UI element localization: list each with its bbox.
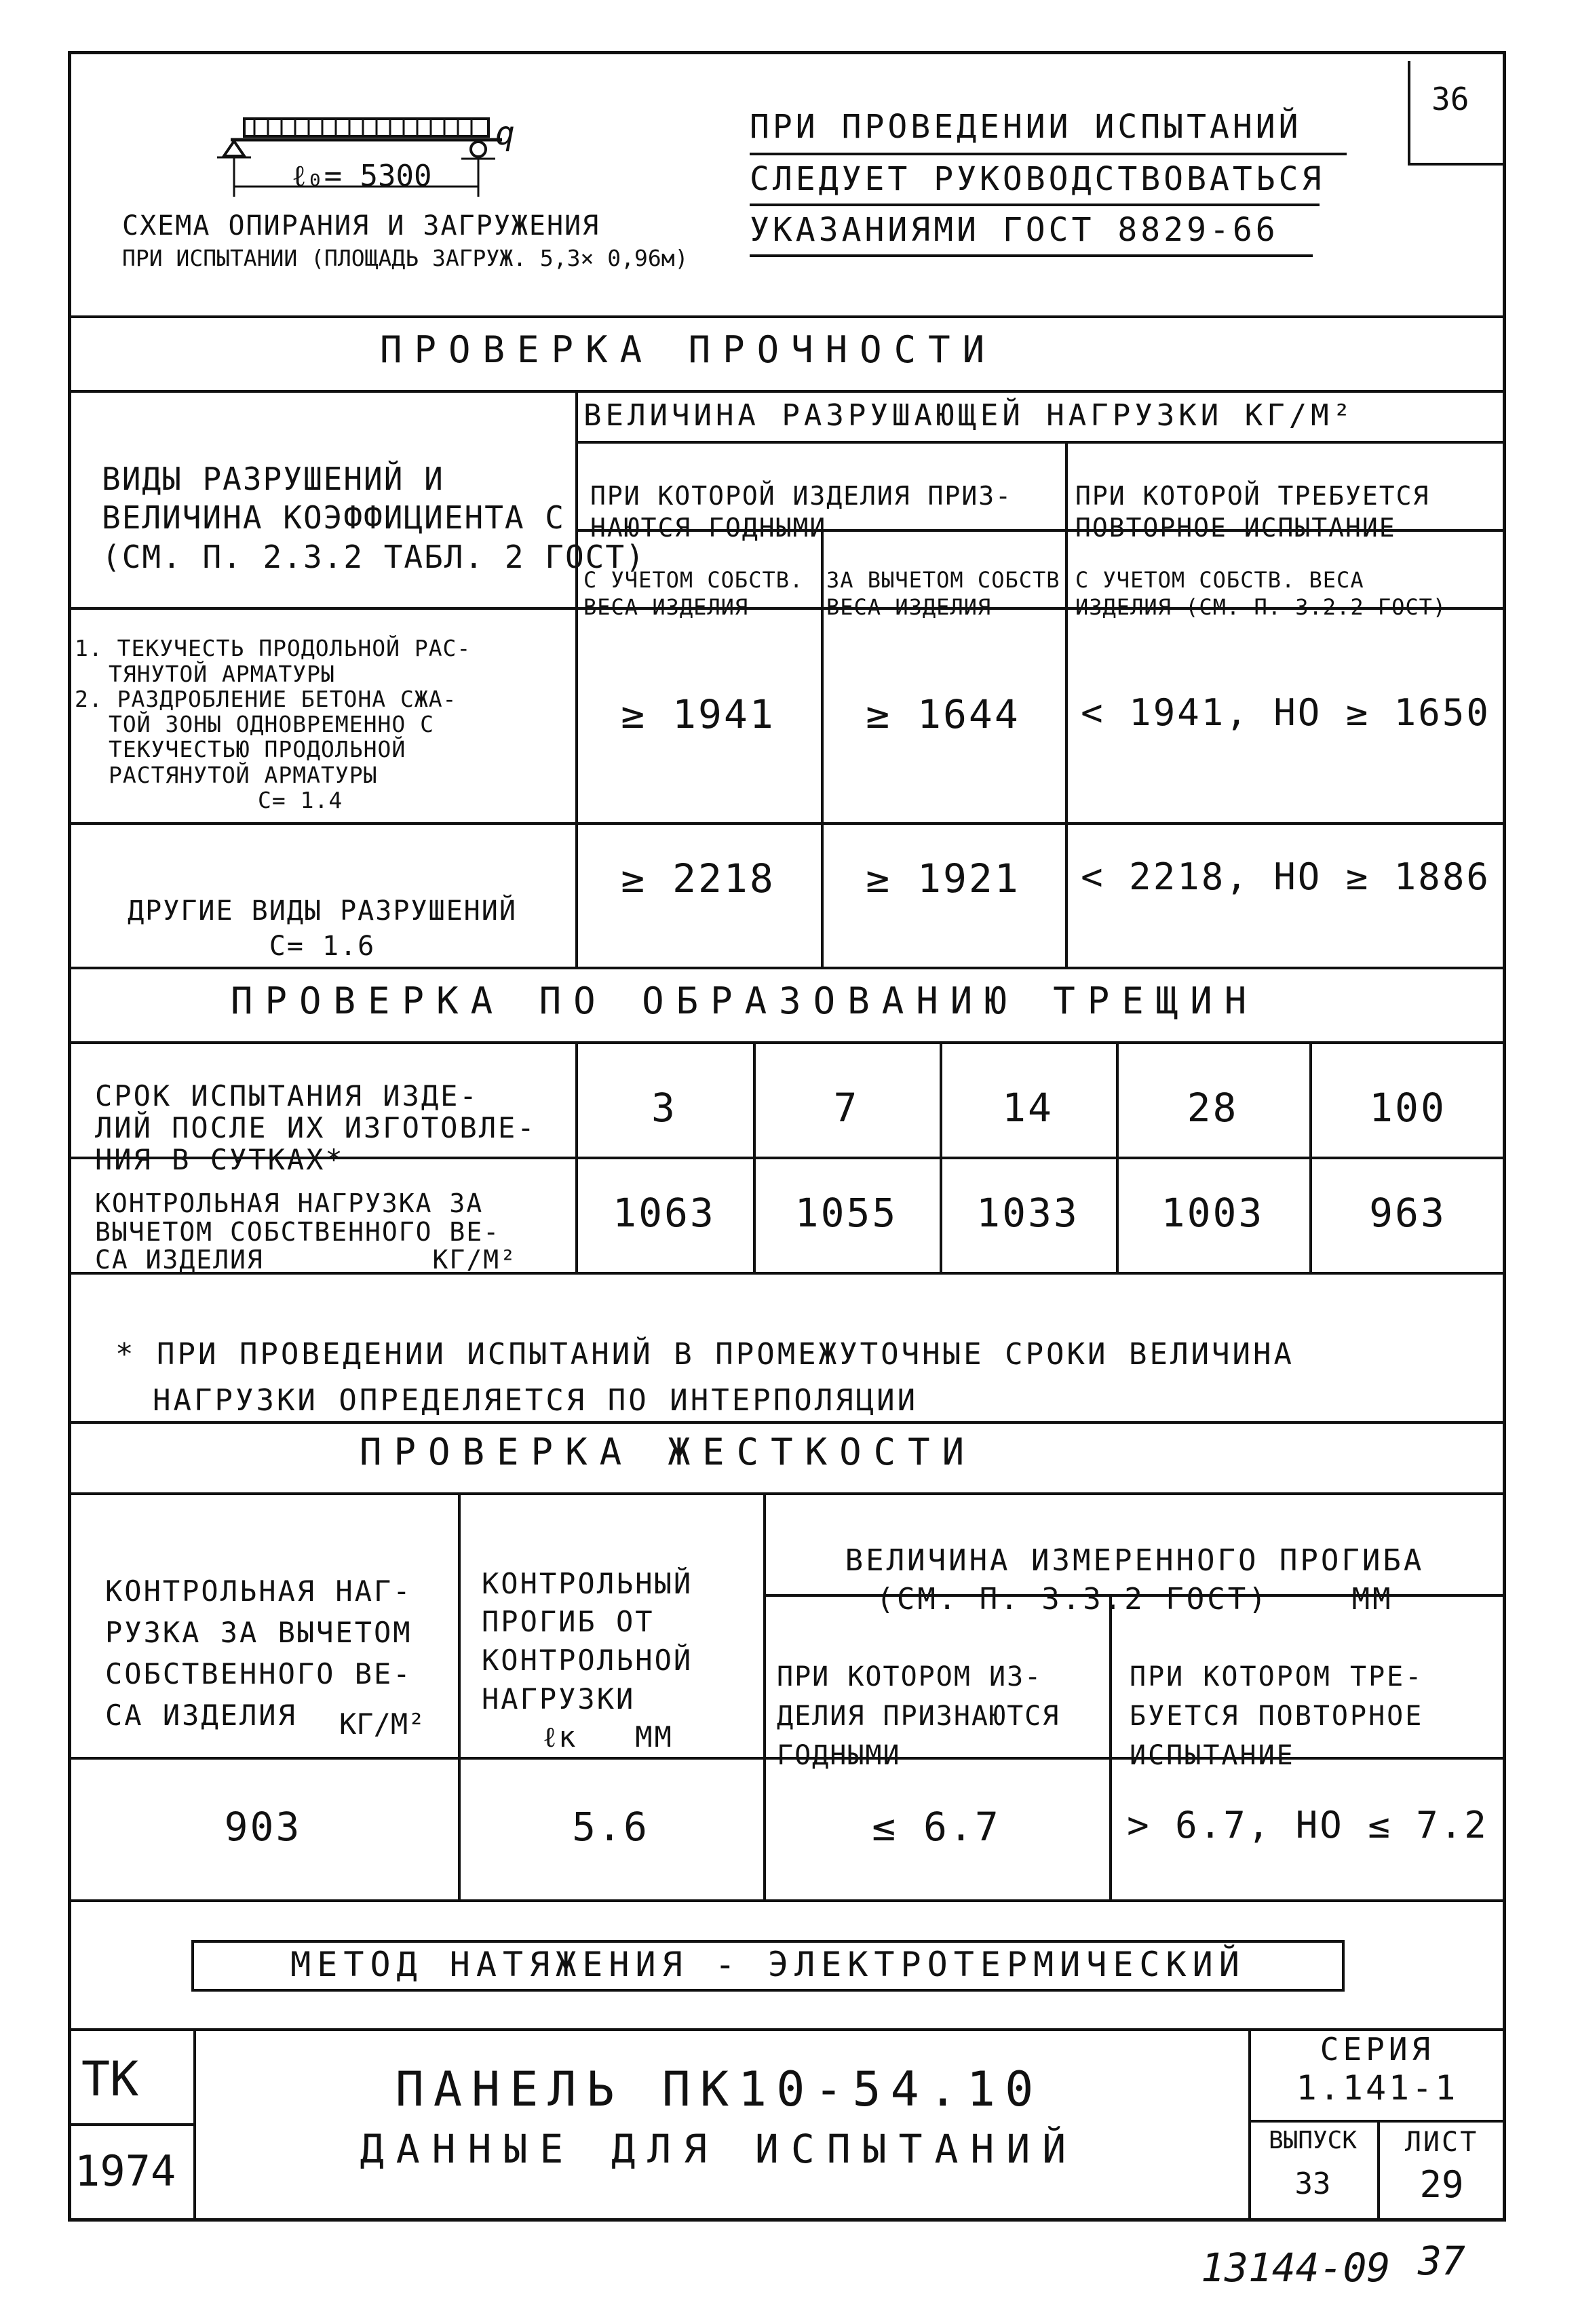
row2-value-retest: < 2218, НО ≥ 1886 — [1081, 855, 1490, 898]
load-cell: 1003 — [1161, 1190, 1265, 1236]
failure-label-line: C= 1.4 — [258, 786, 343, 813]
term-label-line: СРОК ИСПЫТАНИЯ ИЗДЕ- — [95, 1079, 479, 1113]
divider — [68, 2123, 193, 2126]
divider — [68, 1272, 1506, 1275]
measured-header-line-2: (СМ. П. 3.3.2 ГОСТ) ММ — [876, 1582, 1393, 1617]
load-label-line: СА ИЗДЕЛИЯ КГ/М² — [95, 1245, 517, 1275]
note-underline-1 — [750, 153, 1347, 155]
failure-label-line: РАСТЯНУТОЙ АРМАТУРЫ — [109, 761, 378, 788]
row1-value-with-weight: ≥ 1941 — [621, 691, 775, 737]
term-label-line: НИЯ В СУТКАХ* — [95, 1143, 345, 1177]
issue-label: ВЫПУСК — [1268, 2127, 1358, 2154]
divider — [763, 1594, 1506, 1597]
sub-header-1-line-2: ВЕСА ИЗДЕЛИЯ — [583, 594, 749, 620]
stiffness-col-retest — [1130, 1618, 1423, 1775]
col-retest-line: ПРИ КОТОРОМ ТРЕ- — [1130, 1661, 1424, 1692]
col-deflection-line: КОНТРОЛЬНОЙ — [482, 1644, 693, 1678]
col-accepted-line: ДЕЛИЯ ПРИЗНАЮТСЯ — [777, 1701, 1060, 1732]
col-line — [193, 2028, 196, 2222]
col-load-line: РУЗКА ЗА ВЫЧЕТОМ — [105, 1615, 412, 1649]
tension-method: МЕТОД НАТЯЖЕНИЯ - ЭЛЕКТРОТЕРМИЧЕСКИЙ — [290, 1945, 1246, 1984]
sheet-number: 29 — [1419, 2163, 1464, 2206]
failure-label-line: 1. ТЕКУЧЕСТЬ ПРОДОЛЬНОЙ РАС- — [75, 635, 472, 662]
group-retest-line-2: ПОВТОРНОЕ ИСПЫТАНИЕ — [1075, 513, 1396, 543]
failure-label-line: ДРУГИЕ ВИДЫ РАЗРУШЕНИЙ — [128, 895, 517, 927]
panel-name: ПАНЕЛЬ ПК10-54.10 — [395, 2061, 1043, 2117]
note-line-1: ПРИ ПРОВЕДЕНИИ ИСПЫТАНИЙ — [750, 108, 1302, 146]
divider — [68, 607, 1506, 610]
col-deflection-line: НАГРУЗКИ — [482, 1682, 636, 1716]
page-number: 36 — [1431, 81, 1469, 117]
strength-title: ПРОВЕРКА ПРОЧНОСТИ — [380, 328, 997, 371]
divider — [575, 441, 1506, 444]
sheet-label: ЛИСТ — [1404, 2127, 1479, 2158]
stiffness-col-accepted — [777, 1618, 1060, 1775]
failure-label-line: 2. РАЗДРОБЛЕНИЕ БЕТОНА СЖА- — [75, 685, 457, 712]
span-label: ℓ₀= 5300 — [292, 159, 432, 193]
group-accepted-line-2: НАЮТСЯ ГОДНЫМИ — [590, 513, 827, 543]
accepted-deflection-value: ≤ 6.7 — [872, 1804, 1001, 1850]
stiffness-col-load — [105, 1530, 412, 1736]
failure-label-line: ТОЙ ЗОНЫ ОДНОВРЕМЕННО С — [109, 711, 434, 738]
load-cell: 963 — [1369, 1190, 1446, 1236]
day-cell: 3 — [651, 1085, 677, 1131]
col-load-line: КОНТРОЛЬНАЯ НАГ- — [105, 1574, 412, 1608]
failure-label-line: C= 1.6 — [269, 931, 376, 962]
control-load-value: 903 — [224, 1804, 302, 1850]
row1-value-retest: < 1941, НО ≥ 1650 — [1081, 691, 1490, 734]
footnote-line-1: * ПРИ ПРОВЕДЕНИИ ИСПЫТАНИЙ В ПРОМЕЖУТОЧНЫЕ СРОКИ ВЕЛИЧИНА — [115, 1337, 1294, 1372]
divider — [68, 1421, 1506, 1424]
row1-value-without-weight: ≥ 1644 — [866, 691, 1020, 737]
failure-mode-2-label — [75, 858, 570, 964]
divider — [68, 315, 1506, 318]
archive-mark: 37 — [1418, 2238, 1465, 2284]
col-deflection-line: КОНТРОЛЬНЫЙ — [482, 1566, 693, 1600]
sub-header-2-line-1: ЗА ВЫЧЕТОМ СОБСТВ. — [826, 567, 1074, 593]
divider — [68, 1157, 1506, 1159]
col-load-line: СА ИЗДЕЛИЯ — [105, 1698, 297, 1732]
series-label: СЕРИЯ — [1320, 2031, 1435, 2068]
stiffness-load-unit: КГ/М² — [339, 1707, 425, 1741]
load-label-line: ВЫЧЕТОМ СОБСТВЕННОГО ВЕ- — [95, 1216, 501, 1247]
day-cell: 7 — [833, 1085, 860, 1131]
tk-code: ТК — [81, 2051, 139, 2107]
measured-header-line-1: ВЕЛИЧИНА ИЗМЕРЕННОГО ПРОГИБА — [845, 1543, 1425, 1579]
note-line-3: УКАЗАНИЯМИ ГОСТ 8829-66 — [750, 211, 1279, 249]
measured-deflection-header — [763, 1503, 1506, 1619]
control-load-label — [95, 1161, 517, 1275]
load-symbol: q — [495, 115, 515, 153]
series-number: 1.141-1 — [1296, 2068, 1459, 2108]
row-header-line-3: (СМ. П. 2.3.2 ТАБЛ. 2 ГОСТ) — [102, 538, 646, 575]
retest-deflection-value: > 6.7, НО ≤ 7.2 — [1127, 1804, 1488, 1846]
day-cell: 100 — [1369, 1085, 1446, 1131]
panel-subtitle: ДАННЫЕ ДЛЯ ИСПЫТАНИЙ — [360, 2126, 1079, 2172]
term-label-line: ЛИЙ ПОСЛЕ ИХ ИЗГОТОВЛЕ- — [95, 1111, 537, 1145]
sub-header-1-line-1: С УЧЕТОМ СОБСТВ. — [583, 567, 804, 593]
sub-header-3-line-2: ИЗДЕЛИЯ (СМ. П. 3.2.2 ГОСТ) — [1075, 594, 1447, 620]
archive-number: 13144-09 — [1201, 2245, 1391, 2291]
sub-header-2-line-2: ВЕСА ИЗДЕЛИЯ — [826, 594, 992, 620]
col-accepted-line: ГОДНЫМИ — [777, 1740, 901, 1771]
col-retest-line: ИСПЫТАНИЕ — [1130, 1740, 1295, 1771]
col-retest-line: БУЕТСЯ ПОВТОРНОЕ — [1130, 1701, 1424, 1732]
interpolation-footnote — [115, 1285, 1294, 1425]
note-underline-2 — [750, 204, 1320, 206]
load-cell: 1055 — [794, 1190, 898, 1236]
divider — [68, 2028, 1506, 2031]
divider — [68, 1041, 1506, 1044]
strength-row-header — [102, 421, 646, 577]
divider — [68, 1492, 1506, 1495]
failure-mode-1-label — [75, 611, 471, 813]
failure-label-line: ТЯНУТОЙ АРМАТУРЫ — [109, 660, 335, 687]
divider — [68, 967, 1506, 969]
load-cell: 1063 — [613, 1190, 716, 1236]
divider — [68, 822, 1506, 825]
row-header-line-1: ВИДЫ РАЗРУШЕНИЙ И — [102, 460, 444, 497]
col-deflection-line: ПРОГИБ ОТ — [482, 1605, 655, 1639]
year: 1974 — [75, 2146, 176, 2196]
issue-number: 33 — [1294, 2167, 1331, 2201]
row2-value-with-weight: ≥ 2218 — [621, 855, 775, 902]
group-retest-line-1: ПРИ КОТОРОЙ ТРЕБУЕТСЯ — [1075, 480, 1430, 511]
row2-value-without-weight: ≥ 1921 — [866, 855, 1020, 902]
row-header-line-2: ВЕЛИЧИНА КОЭФФИЦИЕНТА С — [102, 499, 565, 536]
failure-label-line: ТЕКУЧЕСТЬЮ ПРОДОЛЬНОЙ — [109, 736, 406, 763]
scheme-caption-2: ПРИ ИСПЫТАНИИ (ПЛОЩАДЬ ЗАГРУЖ. 5,3× 0,96м) — [122, 245, 689, 271]
scheme-caption-1: СХЕМА ОПИРАНИЯ И ЗАГРУЖЕНИЯ — [122, 210, 600, 241]
col-load-line: СОБСТВЕННОГО ВЕ- — [105, 1657, 412, 1690]
col-deflection-line: ℓк ММ — [543, 1720, 674, 1754]
note-line-2: СЛЕДУЕТ РУКОВОДСТВОВАТЬСЯ — [750, 160, 1325, 198]
load-cell: 1033 — [976, 1190, 1079, 1236]
divider — [575, 529, 1506, 532]
stiffness-title: ПРОВЕРКА ЖЕСТКОСТИ — [360, 1431, 977, 1473]
breaking-load-header: ВЕЛИЧИНА РАЗРУШАЮЩЕЙ НАГРУЗКИ КГ/М² — [583, 398, 1355, 433]
note-underline-3 — [750, 254, 1313, 257]
control-deflection-value: 5.6 — [572, 1804, 649, 1850]
group-accepted-line-1: ПРИ КОТОРОЙ ИЗДЕЛИЯ ПРИЗ- — [590, 480, 1012, 511]
divider — [68, 390, 1506, 393]
day-cell: 14 — [1002, 1085, 1054, 1131]
col-accepted-line: ПРИ КОТОРОМ ИЗ- — [777, 1661, 1043, 1692]
stiffness-col-deflection — [482, 1526, 693, 1757]
cracks-title: ПРОВЕРКА ПО ОБРАЗОВАНИЮ ТРЕЩИН — [231, 980, 1259, 1022]
col-line — [1109, 1594, 1112, 1899]
sub-header-3-line-1: С УЧЕТОМ СОБСТВ. ВЕСА — [1075, 567, 1364, 593]
divider — [68, 1899, 1506, 1902]
divider — [68, 1757, 1506, 1760]
footnote-line-2: НАГРУЗКИ ОПРЕДЕЛЯЕТСЯ ПО ИНТЕРПОЛЯЦИИ — [153, 1383, 919, 1418]
day-cell: 28 — [1187, 1085, 1239, 1131]
load-label-line: КОНТРОЛЬНАЯ НАГРУЗКА ЗА — [95, 1188, 484, 1218]
